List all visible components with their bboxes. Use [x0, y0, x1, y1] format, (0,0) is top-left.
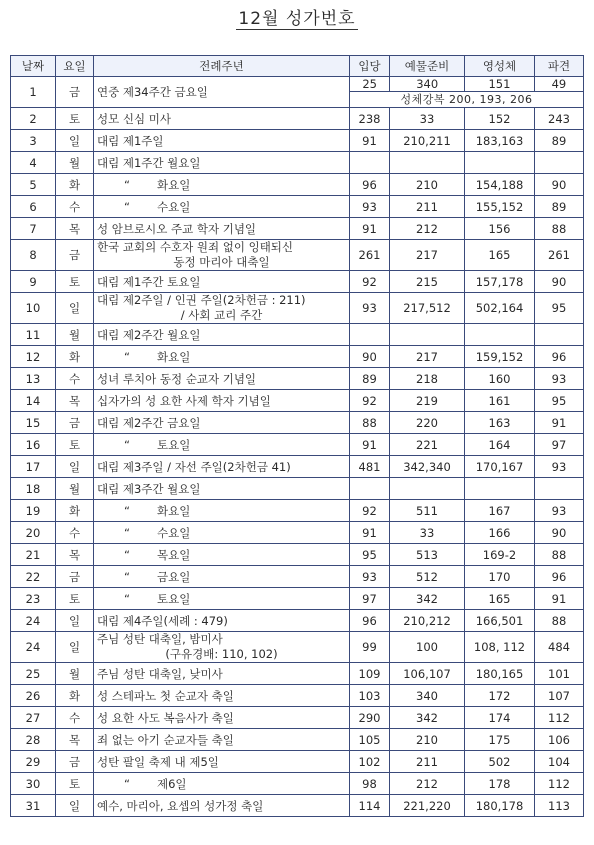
- offertory-cell: 511: [390, 500, 465, 522]
- liturgy-cell: 대림 제1주일: [94, 130, 350, 152]
- entrance-cell: 91: [350, 522, 390, 544]
- entrance-cell: [350, 324, 390, 346]
- offertory-cell: [390, 478, 465, 500]
- day-cell: 화: [56, 174, 94, 196]
- ditto-mark: “: [124, 776, 130, 791]
- dismissal-cell: 93: [535, 368, 584, 390]
- liturgy-text: 한국 교회의 수호자 원죄 없이 잉태되신: [97, 240, 294, 254]
- liturgy-cell: 대림 제3주일 / 자선 주일(2차헌금 41): [94, 456, 350, 478]
- ditto-mark: “: [124, 349, 130, 364]
- header-row: [11, 56, 584, 77]
- liturgy-cell: 대림 제2주간 금요일: [94, 412, 350, 434]
- table-row: [11, 324, 584, 346]
- dismissal-cell: 88: [535, 544, 584, 566]
- offertory-cell: 340: [390, 77, 465, 91]
- offertory-cell: 211: [390, 751, 465, 773]
- table-row: [11, 729, 584, 751]
- offertory-cell: 217,512: [390, 293, 465, 324]
- liturgy-cell: [94, 588, 350, 610]
- dismissal-cell: 484: [535, 632, 584, 663]
- ditto-mark: “: [124, 569, 130, 584]
- entrance-cell: 98: [350, 773, 390, 795]
- day-cell: 월: [56, 478, 94, 500]
- dismissal-cell: 113: [535, 795, 584, 817]
- ditto-mark: “: [124, 437, 130, 452]
- entrance-cell: 238: [350, 108, 390, 130]
- communion-cell: 178: [465, 773, 535, 795]
- liturgy-text: 토요일: [157, 437, 191, 452]
- ditto-mark: “: [124, 591, 130, 606]
- table-row: [11, 795, 584, 817]
- liturgy-cell: 죄 없는 아기 순교자들 축일: [94, 729, 350, 751]
- entrance-cell: 96: [350, 174, 390, 196]
- entrance-cell: 89: [350, 368, 390, 390]
- date-cell: 19: [11, 500, 56, 522]
- header-day: 요일: [56, 56, 94, 77]
- date-cell: 8: [11, 240, 56, 271]
- table-row: [11, 77, 584, 108]
- dismissal-cell: 96: [535, 346, 584, 368]
- offertory-cell: 212: [390, 773, 465, 795]
- liturgy-text: 화요일: [157, 177, 191, 192]
- dismissal-cell: 93: [535, 500, 584, 522]
- entrance-cell: 93: [350, 196, 390, 218]
- liturgy-cell: 주님 성탄 대축일, 낮미사: [94, 663, 350, 685]
- table-row: [11, 108, 584, 130]
- date-cell: 2: [11, 108, 56, 130]
- liturgy-cell: [94, 174, 350, 196]
- header-liturgy: 전례주년: [94, 56, 350, 77]
- liturgy-text: 토요일: [157, 591, 191, 606]
- communion-cell: 108, 112: [465, 632, 535, 663]
- liturgy-text: 화요일: [157, 349, 191, 364]
- benediction-note: 성체강복 200, 193, 206: [400, 93, 533, 106]
- dismissal-cell: 93: [535, 456, 584, 478]
- page-title: [0, 4, 594, 29]
- communion-cell: 170,167: [465, 456, 535, 478]
- communion-cell: 165: [465, 588, 535, 610]
- dismissal-cell: 243: [535, 108, 584, 130]
- table-row: [11, 368, 584, 390]
- liturgy-cell: 성녀 루치아 동정 순교자 기념일: [94, 368, 350, 390]
- communion-cell: 160: [465, 368, 535, 390]
- day-cell: 화: [56, 500, 94, 522]
- table-row: [11, 456, 584, 478]
- entrance-cell: 93: [350, 293, 390, 324]
- day-cell: 금: [56, 751, 94, 773]
- liturgy-text: 수요일: [157, 199, 191, 214]
- dismissal-cell: 97: [535, 434, 584, 456]
- date-cell: 26: [11, 685, 56, 707]
- date-cell: 24: [11, 632, 56, 663]
- entrance-cell: 109: [350, 663, 390, 685]
- communion-cell: 170: [465, 566, 535, 588]
- date-cell: 30: [11, 773, 56, 795]
- liturgy-cell: [94, 544, 350, 566]
- table-row: [11, 346, 584, 368]
- offertory-cell: 219: [390, 390, 465, 412]
- liturgy-cell: 성 요한 사도 복음사가 축일: [94, 707, 350, 729]
- communion-cell: 157,178: [465, 271, 535, 293]
- communion-cell: [465, 324, 535, 346]
- liturgy-cell: 성 스테파노 첫 순교자 축일: [94, 685, 350, 707]
- dismissal-cell: 90: [535, 271, 584, 293]
- day-cell: 토: [56, 434, 94, 456]
- communion-cell: 159,152: [465, 346, 535, 368]
- liturgy-cell: 대림 제1주간 월요일: [94, 152, 350, 174]
- offertory-cell: 513: [390, 544, 465, 566]
- table-row: [11, 500, 584, 522]
- table-row: [11, 588, 584, 610]
- communion-cell: 156: [465, 218, 535, 240]
- offertory-cell: 217: [390, 346, 465, 368]
- communion-cell: 166: [465, 522, 535, 544]
- dismissal-cell: 88: [535, 218, 584, 240]
- table-row: [11, 632, 584, 663]
- entrance-cell: 25: [350, 77, 390, 91]
- date-cell: 11: [11, 324, 56, 346]
- date-cell: 20: [11, 522, 56, 544]
- date-cell: 18: [11, 478, 56, 500]
- table-row: [11, 610, 584, 632]
- date-cell: 25: [11, 663, 56, 685]
- offertory-cell: 221: [390, 434, 465, 456]
- entrance-cell: 88: [350, 412, 390, 434]
- day-cell: 수: [56, 368, 94, 390]
- header-entrance: 입당: [350, 56, 390, 77]
- entrance-cell: 91: [350, 434, 390, 456]
- day-cell: 화: [56, 346, 94, 368]
- liturgy-subtext: / 사회 교리 주간: [180, 308, 263, 322]
- entrance-cell: 114: [350, 795, 390, 817]
- date-cell: 16: [11, 434, 56, 456]
- table-row: [11, 218, 584, 240]
- dismissal-cell: 95: [535, 390, 584, 412]
- entrance-cell: 90: [350, 346, 390, 368]
- dismissal-cell: 91: [535, 412, 584, 434]
- offertory-cell: 210,212: [390, 610, 465, 632]
- entrance-cell: 103: [350, 685, 390, 707]
- dismissal-cell: 89: [535, 130, 584, 152]
- offertory-cell: 512: [390, 566, 465, 588]
- hymn-numbers-merged: [350, 77, 584, 108]
- entrance-cell: 105: [350, 729, 390, 751]
- communion-cell: 174: [465, 707, 535, 729]
- entrance-cell: 481: [350, 456, 390, 478]
- day-cell: 일: [56, 795, 94, 817]
- date-cell: 9: [11, 271, 56, 293]
- offertory-cell: 342,340: [390, 456, 465, 478]
- liturgy-cell: [94, 196, 350, 218]
- day-cell: 월: [56, 324, 94, 346]
- offertory-cell: 218: [390, 368, 465, 390]
- day-cell: 일: [56, 632, 94, 663]
- dismissal-cell: 112: [535, 707, 584, 729]
- table-row: [11, 478, 584, 500]
- dismissal-cell: 101: [535, 663, 584, 685]
- date-cell: 13: [11, 368, 56, 390]
- entrance-cell: [350, 152, 390, 174]
- table-row: [11, 293, 584, 324]
- date-cell: 5: [11, 174, 56, 196]
- liturgy-subtext: (구유경배: 110, 102): [165, 647, 278, 661]
- table-row: [11, 751, 584, 773]
- communion-cell: 164: [465, 434, 535, 456]
- offertory-cell: 210: [390, 729, 465, 751]
- dismissal-cell: 112: [535, 773, 584, 795]
- liturgy-text: 화요일: [157, 503, 191, 518]
- liturgy-cell: [94, 522, 350, 544]
- communion-cell: [465, 152, 535, 174]
- liturgy-cell: 성 암브로시오 주교 학자 기념일: [94, 218, 350, 240]
- day-cell: 수: [56, 196, 94, 218]
- liturgy-cell: [94, 773, 350, 795]
- dismissal-cell: 95: [535, 293, 584, 324]
- liturgy-cell: [94, 566, 350, 588]
- date-cell: 21: [11, 544, 56, 566]
- liturgy-cell: [94, 293, 350, 324]
- entrance-cell: 99: [350, 632, 390, 663]
- date-cell: 12: [11, 346, 56, 368]
- offertory-cell: [390, 324, 465, 346]
- date-cell: 3: [11, 130, 56, 152]
- communion-cell: 152: [465, 108, 535, 130]
- dismissal-cell: [535, 478, 584, 500]
- communion-cell: 169-2: [465, 544, 535, 566]
- communion-cell: 502: [465, 751, 535, 773]
- communion-cell: 163: [465, 412, 535, 434]
- day-cell: 수: [56, 707, 94, 729]
- date-cell: 7: [11, 218, 56, 240]
- day-cell: 토: [56, 773, 94, 795]
- date-cell: 17: [11, 456, 56, 478]
- liturgy-cell: [94, 500, 350, 522]
- liturgy-cell: 대림 제4주일(세례 : 479): [94, 610, 350, 632]
- communion-cell: 183,163: [465, 130, 535, 152]
- ditto-mark: “: [124, 547, 130, 562]
- entrance-cell: 290: [350, 707, 390, 729]
- day-cell: 목: [56, 544, 94, 566]
- communion-cell: 166,501: [465, 610, 535, 632]
- ditto-mark: “: [124, 503, 130, 518]
- day-cell: 일: [56, 130, 94, 152]
- offertory-cell: 212: [390, 218, 465, 240]
- offertory-cell: 342: [390, 588, 465, 610]
- table-row: [11, 522, 584, 544]
- dismissal-cell: 106: [535, 729, 584, 751]
- day-cell: 월: [56, 663, 94, 685]
- communion-cell: 172: [465, 685, 535, 707]
- day-cell: 일: [56, 456, 94, 478]
- offertory-cell: 342: [390, 707, 465, 729]
- ditto-mark: “: [124, 525, 130, 540]
- day-cell: 월: [56, 152, 94, 174]
- header-date: 날짜: [11, 56, 56, 77]
- date-cell: 14: [11, 390, 56, 412]
- date-cell: 27: [11, 707, 56, 729]
- table-row: [11, 240, 584, 271]
- entrance-cell: 92: [350, 500, 390, 522]
- dismissal-cell: 90: [535, 522, 584, 544]
- dismissal-cell: 107: [535, 685, 584, 707]
- communion-cell: 167: [465, 500, 535, 522]
- liturgy-text: 주님 성탄 대축일, 밤미사: [97, 632, 223, 646]
- date-cell: 4: [11, 152, 56, 174]
- date-cell: 22: [11, 566, 56, 588]
- liturgy-cell: 연중 제34주간 금요일: [94, 77, 350, 108]
- table-row: [11, 152, 584, 174]
- offertory-cell: 215: [390, 271, 465, 293]
- entrance-cell: 92: [350, 271, 390, 293]
- date-cell: 23: [11, 588, 56, 610]
- entrance-cell: 102: [350, 751, 390, 773]
- entrance-cell: 92: [350, 390, 390, 412]
- date-cell: 24: [11, 610, 56, 632]
- offertory-cell: 33: [390, 522, 465, 544]
- dismissal-cell: 89: [535, 196, 584, 218]
- dismissal-cell: [535, 324, 584, 346]
- day-cell: 일: [56, 610, 94, 632]
- liturgy-cell: 성탄 팔일 축제 내 제5일: [94, 751, 350, 773]
- table-row: [11, 196, 584, 218]
- table-row: [11, 707, 584, 729]
- liturgy-text: 금요일: [157, 569, 191, 584]
- table-row: [11, 663, 584, 685]
- communion-cell: 155,152: [465, 196, 535, 218]
- liturgy-cell: 성모 신심 미사: [94, 108, 350, 130]
- day-cell: 목: [56, 729, 94, 751]
- communion-cell: 154,188: [465, 174, 535, 196]
- dismissal-cell: 261: [535, 240, 584, 271]
- liturgy-text: 목요일: [157, 547, 191, 562]
- liturgy-text: 수요일: [157, 525, 191, 540]
- day-cell: 일: [56, 293, 94, 324]
- entrance-cell: 91: [350, 130, 390, 152]
- offertory-cell: 340: [390, 685, 465, 707]
- table-row: [11, 566, 584, 588]
- communion-cell: 175: [465, 729, 535, 751]
- communion-cell: [465, 478, 535, 500]
- entrance-cell: 97: [350, 588, 390, 610]
- entrance-cell: 261: [350, 240, 390, 271]
- liturgy-cell: 대림 제3주간 월요일: [94, 478, 350, 500]
- offertory-cell: 220: [390, 412, 465, 434]
- table-row: [11, 130, 584, 152]
- dismissal-cell: 49: [551, 77, 567, 91]
- liturgy-cell: [94, 434, 350, 456]
- day-cell: 화: [56, 685, 94, 707]
- liturgy-cell: [94, 346, 350, 368]
- dismissal-cell: 88: [535, 610, 584, 632]
- header-dismissal: 파견: [535, 56, 584, 77]
- communion-cell: 161: [465, 390, 535, 412]
- table-row: [11, 544, 584, 566]
- date-cell: 1: [11, 77, 56, 108]
- day-cell: 금: [56, 77, 94, 108]
- liturgy-text: 대림 제2주일 / 인권 주일(2차헌금 : 211): [97, 293, 306, 307]
- communion-cell: 502,164: [465, 293, 535, 324]
- communion-cell: 151: [465, 77, 535, 91]
- liturgy-cell: 대림 제2주간 월요일: [94, 324, 350, 346]
- offertory-cell: 33: [390, 108, 465, 130]
- dismissal-cell: 104: [535, 751, 584, 773]
- entrance-cell: 96: [350, 610, 390, 632]
- liturgy-cell: [94, 632, 350, 663]
- communion-cell: 180,165: [465, 663, 535, 685]
- title-text: 12월 성가번호: [238, 9, 356, 29]
- day-cell: 토: [56, 588, 94, 610]
- offertory-cell: 210: [390, 174, 465, 196]
- table-row: [11, 390, 584, 412]
- date-cell: 28: [11, 729, 56, 751]
- communion-cell: 180,178: [465, 795, 535, 817]
- header-offertory: 예물준비: [390, 56, 465, 77]
- offertory-cell: 211: [390, 196, 465, 218]
- liturgy-subtext: 동정 마리아 대축일: [173, 255, 270, 269]
- offertory-cell: 217: [390, 240, 465, 271]
- communion-cell: 165: [465, 240, 535, 271]
- entrance-cell: [350, 478, 390, 500]
- table-row: [11, 271, 584, 293]
- table-row: [11, 174, 584, 196]
- day-cell: 수: [56, 522, 94, 544]
- day-cell: 목: [56, 390, 94, 412]
- date-cell: 15: [11, 412, 56, 434]
- day-cell: 토: [56, 271, 94, 293]
- liturgy-cell: [94, 240, 350, 271]
- day-cell: 금: [56, 566, 94, 588]
- liturgy-text: 제6일: [157, 776, 187, 791]
- table-row: [11, 773, 584, 795]
- date-cell: 6: [11, 196, 56, 218]
- date-cell: 10: [11, 293, 56, 324]
- entrance-cell: 93: [350, 566, 390, 588]
- dismissal-cell: 90: [535, 174, 584, 196]
- day-cell: 목: [56, 218, 94, 240]
- date-cell: 31: [11, 795, 56, 817]
- dismissal-cell: 91: [535, 588, 584, 610]
- header-communion: 영성체: [465, 56, 535, 77]
- table-row: [11, 434, 584, 456]
- liturgy-cell: 대림 제1주간 토요일: [94, 271, 350, 293]
- table-row: [11, 412, 584, 434]
- offertory-cell: 100: [390, 632, 465, 663]
- entrance-cell: 91: [350, 218, 390, 240]
- liturgy-cell: 십자가의 성 요한 사제 학자 기념일: [94, 390, 350, 412]
- offertory-cell: 221,220: [390, 795, 465, 817]
- ditto-mark: “: [124, 177, 130, 192]
- entrance-cell: 95: [350, 544, 390, 566]
- offertory-cell: 210,211: [390, 130, 465, 152]
- hymn-table: [10, 55, 584, 817]
- dismissal-cell: [535, 152, 584, 174]
- day-cell: 금: [56, 240, 94, 271]
- ditto-mark: “: [124, 199, 130, 214]
- date-cell: 29: [11, 751, 56, 773]
- liturgy-cell: 예수, 마리아, 요셉의 성가정 축일: [94, 795, 350, 817]
- table-row: [11, 685, 584, 707]
- day-cell: 금: [56, 412, 94, 434]
- offertory-cell: 106,107: [390, 663, 465, 685]
- day-cell: 토: [56, 108, 94, 130]
- offertory-cell: [390, 152, 465, 174]
- dismissal-cell: 96: [535, 566, 584, 588]
